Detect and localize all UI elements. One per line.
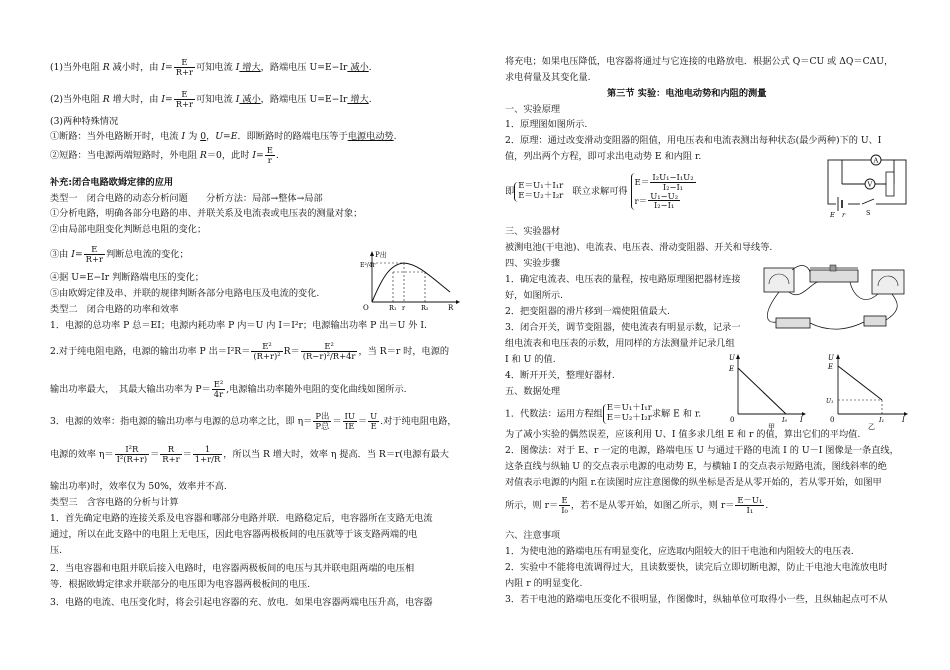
line-power-total: 1．电源的总功率 P 总＝EI；电源内耗功率 P 内＝U 内 I＝I²r；电源输出功率 P 出＝U 外 I.: [50, 320, 427, 331]
line-efficiency: 3．电源的效率：指电源的输出功率与电源的总功率之比，即 η＝ $\frac{\text{P出}}{\text{P总}}$ ＝ $\frac{IU}{IE}$ ＝ $\frac{U}{E}$ .对于纯电阻电路，: [50, 411, 457, 431]
apparatus-illustration: [752, 262, 914, 338]
line-charging: 将充电；如果电压降低，电容器将通过与它连接的电路放电．根据公式 Q＝CU 或 ΔQ＝CΔU，: [505, 56, 894, 67]
left-column: [50, 0, 460, 670]
peak-label: E²/4r: [360, 262, 376, 269]
r-tick-label: r: [402, 304, 406, 312]
line-capacitor-1c: 压.: [50, 545, 63, 556]
u-label: U: [729, 354, 735, 362]
zero-label: 0: [830, 416, 835, 424]
line-note-1: 1．为使电池的路端电压有明显变化，应选取内阻较大的旧干电池和内阻较大的电压表.: [505, 546, 854, 557]
heading-data: 五、数据处理: [505, 386, 561, 397]
ui-line: [738, 368, 786, 414]
line-efficiency-pure: 电源的效率 η＝ $\frac{\text{I²R}}{\text{I²(R+r)}}$ ＝ $\frac{R}{R+r}$ ＝ $\frac{1}{1+r/R}$ ，所以当 R 增大时，效率 η 提高．当 R＝r(电源有最大: [50, 444, 449, 464]
x-label: R: [448, 304, 454, 312]
power-resistance-graph: [360, 250, 460, 312]
line-principle-1: 1．原理图如图所示.: [505, 119, 588, 130]
heading-steps: 四、实验步骤: [505, 258, 561, 269]
ammeter-device: [872, 270, 904, 294]
line-step-1b: 好，如图所示.: [505, 290, 564, 301]
line-algebra-method: 1．代数法：运用方程组E＝U₁＋I₁r E＝U₂＋I₂r求解 E 和 r.: [505, 403, 702, 423]
line-graph-method-d: 所示，则 r＝ $\frac{E}{\text{I₀}}$ ，若不是从零开始，如图乙所示，则 r＝ $\frac{\text{E－U₁}}{\text{I₁}}$ .: [505, 495, 769, 515]
e-label: E: [729, 365, 735, 373]
line-step-3: ③由 I= $\frac{E}{R+r}$ 判断总电流的变化；: [50, 244, 189, 264]
x-axis-arrow: [456, 300, 460, 304]
e-label: E: [828, 363, 834, 371]
line-case-1: (1)当外电阻 R 减小时，由 I= $\frac{E}{R+r}$ 可知电流 I 增大，路端电压 U=E−Ir 减小.: [50, 57, 372, 77]
y-axis-arrow: [370, 251, 374, 256]
ammeter-label: A: [873, 156, 879, 165]
line-step-3c: I 和 U 的值.: [505, 354, 556, 365]
emf-label: E: [830, 211, 835, 218]
rheostat-slider: [830, 265, 836, 271]
internal-r-label: r: [842, 211, 846, 218]
rheostat-device: [810, 270, 858, 282]
u-axis-arrow: [836, 354, 840, 359]
line-capacitor-1b: 通过，所以在此支路中的电阻上无电压，因此电容器两极板间的电压就等于该支路两端的电: [50, 529, 418, 540]
line-output-power: 2.对于纯电阻电路，电源的输出功率 P 出＝I²R＝ $\frac{\text{E²}}{\text{(R+r)²}}$ R＝ $\frac{\text{E²}}{\text{(R−r)²/R+4r}}$ ，当 R＝r 时，电源的: [50, 341, 450, 361]
line-graph-method-b: 这条直线与纵轴 U 的交点表示电源的电动势 E，与横轴 I 的交点表示短路电流，图线斜率的绝: [505, 461, 887, 472]
zero-label: 0: [730, 416, 735, 424]
line-graph-method-c: 对值表示电源的内阻 r.在读图时应注意图像的纵坐标是否是从零开始的，若从零开始，如图甲: [505, 477, 882, 488]
line-step-3a: 3．闭合开关，调节变阻器，使电流表有明显示数，记录一: [505, 322, 741, 333]
line-type-2: 类型二 闭合电路的功率和效率: [50, 304, 179, 315]
line-special-cases: (3)两种特殊情况: [50, 116, 119, 127]
i-label: I: [800, 416, 803, 424]
line-note-3: 3．若干电池的路端电压变化不很明显，作图像时，纵轴单位可取得小一些，且纵轴起点可不从: [505, 594, 888, 605]
i1-label: I₁: [879, 416, 885, 424]
line-capacitor-3a: 3．电路的电流、电压变化时，将会引起电容器的充、放电．如果电容器两端电压升高，电容器: [50, 597, 433, 608]
line-type-3: 类型三 含容电路的分析与计算: [50, 497, 179, 508]
line-max-output: 输出功率最大， 其最大输出功率为 P＝ $\frac{\text{E²}}{4r}$ ,电源输出功率随外电阻的变化曲线如图所示.: [50, 379, 407, 399]
y-label: P出: [375, 251, 387, 259]
ui-line: [838, 366, 882, 400]
section-heading-supplement: 补充:闭合电路欧姆定律的应用: [50, 177, 174, 188]
line-average: 为了减小实验的偶然误差，应该利用 U、I 值多求几组 E 和 r 的值，算出它们的平均值.: [505, 429, 861, 440]
line-type-1: 类型一 闭合电路的动态分析问题 分析方法：局部→整体→局部: [50, 193, 323, 204]
u-label: U: [828, 354, 834, 362]
voltmeter-device: [764, 268, 794, 292]
r2-label: R₂: [421, 304, 429, 312]
line-charge-amount: 求电荷量及其变化量.: [505, 72, 591, 83]
origin-label: O: [363, 304, 369, 312]
switch-label: S: [866, 209, 871, 217]
i0-label: I₀: [782, 416, 788, 424]
heading-equipment: 三、实验器材: [505, 226, 561, 237]
u1-label: U₁: [826, 398, 834, 405]
line-step-3b: 组电流表和电压表的示数，用同样的方法测量并记录几组: [505, 338, 735, 349]
heading-notes: 六、注意事项: [505, 530, 561, 541]
caption-jia: 甲: [768, 423, 775, 430]
line-step-1: ①分析电路，明确各部分电路的串、并联关系及电流表或电压表的测量对象；: [50, 208, 363, 219]
line-note-2b: 内阻 r 的明显变化.: [505, 578, 583, 589]
line-open-circuit: ①断路：当外电路断开时，电流 I 为 0，U=E．即断路时的路端电压等于电源电动势.: [50, 131, 397, 142]
section-title-3: 第三节 实验：电池电动势和内阻的测量: [607, 88, 767, 99]
ui-graph-jia: [728, 352, 808, 430]
line-short-circuit: ②短路：当电源两端短路时，外电阻 R＝0，此时 I= $\frac{E}{r}$ .: [50, 145, 279, 165]
line-step-4: ④据 U=E−Ir 判断路端电压的变化；: [50, 272, 204, 283]
line-step-2: 2．把变阻器的滑片移到一端使阻值最大.: [505, 306, 670, 317]
line-equations: 即E＝U₁＋I₁r E＝U₂＋I₂r 联立求解可得 E＝ $\frac{\text{I₂U₁−I₁U₂}}{\text{I₂−I₁}}$ r＝ $\frac{\text{U₁−U₂}}{\text{I₂−I₁}}$: [505, 173, 697, 210]
line-graph-method-a: 2．图像法：对于 E、r 一定的电源，路端电压 U 与通过干路的电流 I 的 U－I 图像是一条直线，: [505, 445, 899, 456]
line-efficiency-50: 输出功率)时，效率仅为 50%，效率并不高.: [50, 481, 227, 492]
line-equipment: 被测电池(干电池)、电流表、电压表、滑动变阻器、开关和导线等.: [505, 242, 773, 253]
circuit-diagram: [822, 152, 914, 218]
line-step-1a: 1．确定电流表、电压表的量程，按电路原理图把器材连接: [505, 274, 741, 285]
line-case-2: (2)当外电阻 R 增大时，由 I= $\frac{E}{R+r}$ 可知电流 I 减小，路端电压 U=E−Ir 增大.: [50, 89, 372, 109]
i-label: I: [902, 416, 905, 424]
line-step-5: ⑤由欧姆定律及串、并联的规律判断各部分电路电压及电流的变化.: [50, 288, 320, 299]
ui-graph-yi: [826, 352, 910, 430]
line-principle-2b: 值，列出两个方程，即可求出电动势 E 和内阻 r.: [505, 151, 702, 162]
battery-device: [776, 318, 810, 328]
line-capacitor-2a: 2．当电容器和电阻并联后接入电路时，电容器两极板间的电压与其并联电阻两端的电压相: [50, 563, 415, 574]
line-note-2a: 2．实验中不能将电流调得过大，且读数要快，读完后立即切断电源，防止干电池大电流放电时: [505, 562, 888, 573]
r1-label: R₁: [389, 304, 397, 312]
voltmeter-label: V: [867, 180, 873, 189]
line-step-4: 4．断开开关，整理好器材.: [505, 370, 615, 381]
heading-principle: 一、实验原理: [505, 104, 561, 115]
power-curve: [372, 263, 450, 302]
u-axis-arrow: [736, 354, 740, 359]
line-step-2: ②由局部电阻变化判断总电阻的变化；: [50, 224, 207, 235]
line-capacitor-2b: 等．根据欧姆定律求并联部分的电压即为电容器两极板间的电压.: [50, 579, 311, 590]
switch-device: [864, 316, 886, 326]
rheostat-symbol: [886, 172, 894, 196]
line-capacitor-1a: 1．首先确定电路的连接关系及电容器和哪部分电路并联．电路稳定后，电容器所在支路无电流: [50, 513, 433, 524]
caption-yi: 乙: [868, 423, 875, 430]
line-principle-2a: 2．原理：通过改变滑动变阻器的阻值，用电压表和电流表测出每种状态(最少两种)下的 U、I: [505, 135, 882, 146]
